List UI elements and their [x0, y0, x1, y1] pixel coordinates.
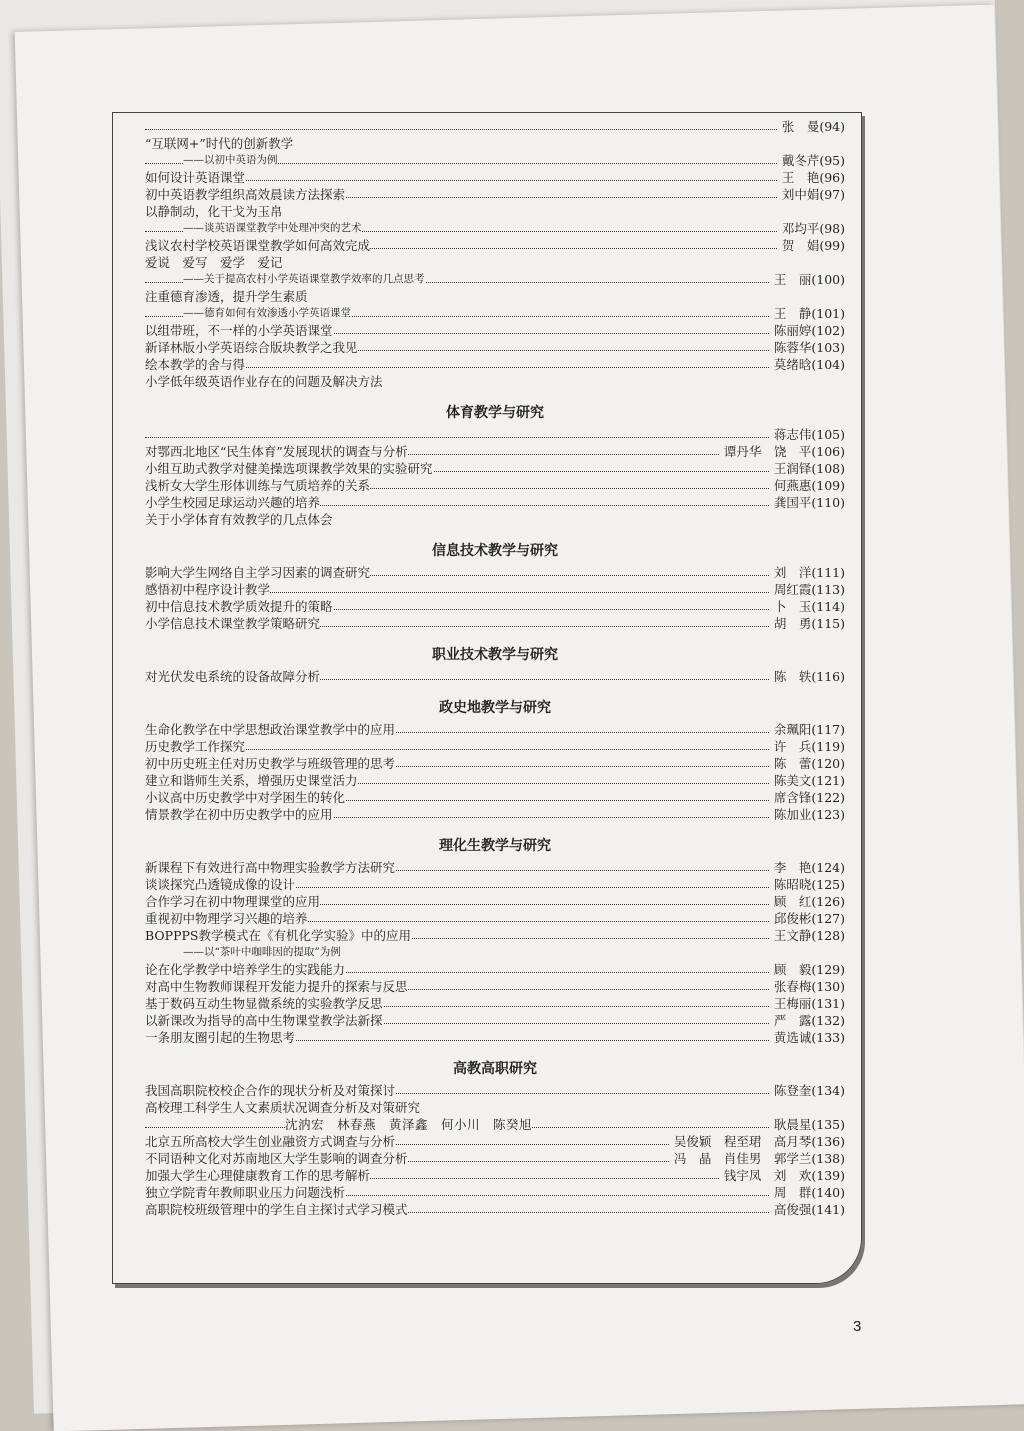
- toc-entry-title: 小议高中历史教学中对学困生的转化: [145, 790, 346, 805]
- toc-entry[interactable]: [145, 668, 845, 685]
- toc-entry-author-page: 谭丹华 饶 平(106): [720, 443, 845, 460]
- dot-leader: [145, 749, 845, 750]
- toc-entry-title: 重视初中物理学习兴趣的培养: [145, 911, 308, 926]
- toc-entry-title: 关于小学体育有效教学的几点体会: [145, 512, 333, 527]
- toc-entry-title: 小组互助式教学对健美操选项课教学效果的实验研究: [145, 461, 433, 476]
- toc-entry-title: 注重德育渗透，提升学生素质: [145, 289, 308, 304]
- toc-entry-title: 对鄂西北地区“民生体育”发展现状的调查与分析: [145, 444, 408, 459]
- toc-entry[interactable]: [145, 339, 845, 356]
- toc-entry-author-page: 余珮阳(117): [770, 721, 845, 738]
- toc-entry[interactable]: [145, 1082, 845, 1099]
- toc-entry[interactable]: [145, 598, 845, 615]
- toc-entry[interactable]: [145, 1201, 845, 1218]
- section-title: 政史地教学与研究: [439, 700, 551, 716]
- toc-entry[interactable]: [145, 237, 845, 254]
- toc-entry[interactable]: [145, 135, 845, 152]
- toc-entry-author-page: 席含锋(122): [770, 789, 845, 806]
- toc-entry-author-page: 邓均平(98): [778, 220, 845, 237]
- toc-entry[interactable]: [145, 494, 845, 511]
- toc-entry[interactable]: [145, 1133, 845, 1150]
- toc-entry-title: “互联网+”时代的创新教学: [145, 136, 294, 151]
- toc-entry[interactable]: [145, 373, 845, 390]
- toc-entry-title: 小学低年级英语作业存在的问题及解决方法: [145, 374, 383, 389]
- toc-entry-title: 合作学习在初中物理课堂的应用: [145, 894, 321, 909]
- toc-entry[interactable]: [145, 893, 845, 910]
- toc-entry[interactable]: [145, 978, 845, 995]
- toc-entry-author-page: 莫绪晗(104): [770, 356, 845, 373]
- toc-entry[interactable]: [145, 1184, 845, 1201]
- toc-entry[interactable]: [145, 1116, 845, 1133]
- toc-entry-author-page: 王 丽(100): [770, 271, 845, 288]
- toc-entry-title: 初中英语教学组织高效晨读方法探索: [145, 187, 346, 202]
- toc-entry-subtitle: ——以初中英语为例: [183, 152, 278, 169]
- toc-entry-authors: 沈汭宏 林春燕 黄泽鑫 何小川 陈癸旭: [285, 1117, 533, 1132]
- toc-entry-author-page: 陈 蕾(120): [770, 755, 845, 772]
- toc-entry[interactable]: [145, 1099, 845, 1116]
- toc-entry[interactable]: [145, 1167, 845, 1184]
- toc-entry-author-page: 许 兵(119): [770, 738, 845, 755]
- toc-entry[interactable]: [145, 443, 845, 460]
- toc-entry-author-page: 陈登奎(134): [770, 1082, 845, 1099]
- section-title: 高教高职研究: [453, 1061, 537, 1077]
- toc-entry[interactable]: [145, 254, 845, 271]
- toc-entry-title: 新译林版小学英语综合版块教学之我见: [145, 340, 358, 355]
- toc-entry[interactable]: [145, 876, 845, 893]
- toc-entry-title: 如何设计英语课堂: [145, 170, 246, 185]
- toc-entry-author-page: 卜 玉(114): [770, 598, 845, 615]
- toc-entry-author-page: 黄选诚(133): [770, 1029, 845, 1046]
- page-number: 3: [853, 1318, 862, 1335]
- toc-entry-subtitle: ——德育如何有效渗透小学英语课堂: [183, 305, 351, 322]
- toc-entry-subtitle: ——关于提高农村小学英语课堂教学效率的几点思考: [183, 271, 425, 288]
- toc-entry-title: 对高中生物教师课程开发能力提升的探索与反思: [145, 979, 408, 994]
- toc-entry[interactable]: [145, 220, 845, 237]
- toc-entry-title: 独立学院青年教师职业压力问题浅析: [145, 1185, 346, 1200]
- toc-entry[interactable]: [145, 356, 845, 373]
- toc-entry-author-page: 龚国平(110): [770, 494, 845, 511]
- toc-entry-author-page: 王 静(101): [770, 305, 845, 322]
- toc-entry-author-page: 顾 红(126): [770, 893, 845, 910]
- toc-entry-author-page: 蒋志伟(105): [770, 426, 845, 443]
- toc-entry-title: 不同语种文化对苏南地区大学生影响的调查分析: [145, 1151, 408, 1166]
- toc-entry-author-page: 张春梅(130): [770, 978, 845, 995]
- toc-entry-author-page: 周 群(140): [770, 1184, 845, 1201]
- toc-entry-title: 爱说 爱写 爱学 爱记: [145, 255, 283, 270]
- toc-entry-title: 浅析女大学生形体训练与气质培养的关系: [145, 478, 371, 493]
- section-title: 理化生教学与研究: [439, 838, 551, 854]
- toc-entry[interactable]: [145, 1029, 845, 1046]
- toc-entry[interactable]: [145, 789, 845, 806]
- toc-entry[interactable]: [145, 615, 845, 632]
- toc-entry-title: 浅议农村学校英语课堂教学如何高效完成: [145, 238, 371, 253]
- toc-entry[interactable]: [145, 426, 845, 443]
- toc-entry[interactable]: [145, 1150, 845, 1167]
- toc-entry[interactable]: [145, 772, 845, 789]
- section-title: 体育教学与研究: [446, 405, 544, 421]
- toc-entry[interactable]: [145, 944, 845, 961]
- toc-entry[interactable]: [145, 961, 845, 978]
- toc-entry[interactable]: [145, 169, 845, 186]
- toc-entry-author-page: 陈昭晓(125): [770, 876, 845, 893]
- toc-entry-title: 新课程下有效进行高中物理实验教学方法研究: [145, 860, 396, 875]
- toc-entry-title: 一条朋友圈引起的生物思考: [145, 1030, 296, 1045]
- toc-entry[interactable]: [145, 186, 845, 203]
- toc-entry-subtitle: ——以“茶叶中咖啡因的提取”为例: [183, 944, 341, 961]
- toc-entry-author-page: 高俊强(141): [770, 1201, 845, 1218]
- toc-entry[interactable]: [145, 477, 845, 494]
- toc-entry-author-page: 邱俊彬(127): [770, 910, 845, 927]
- toc-entry-author-page: 严 露(132): [770, 1012, 845, 1029]
- table-of-contents: [145, 118, 845, 1218]
- toc-entry-title: 情景教学在初中历史教学中的应用: [145, 807, 333, 822]
- toc-entry-title: 加强大学生心理健康教育工作的思考解析: [145, 1168, 371, 1183]
- toc-entry-author-page: 胡 勇(115): [770, 615, 845, 632]
- toc-entry-title: 感悟初中程序设计教学: [145, 582, 271, 597]
- toc-entry-author-page: 王梅丽(131): [770, 995, 845, 1012]
- toc-entry[interactable]: [145, 859, 845, 876]
- dot-leader: [145, 437, 845, 438]
- toc-entry-title: 建立和谐师生关系，增强历史课堂活力: [145, 773, 358, 788]
- toc-entry-title: 生命化教学在中学思想政治课堂教学中的应用: [145, 722, 396, 737]
- toc-entry[interactable]: [145, 305, 845, 322]
- section-title: 信息技术教学与研究: [432, 543, 558, 559]
- toc-entry-title: 小学生校园足球运动兴趣的培养: [145, 495, 321, 510]
- section-title: 职业技术教学与研究: [432, 647, 558, 663]
- toc-entry[interactable]: [145, 738, 845, 755]
- toc-entry-author-page: 刘 洋(111): [770, 564, 845, 581]
- toc-entry-title: 我国高职院校校企合作的现状分析及对策探讨: [145, 1083, 396, 1098]
- toc-entry-author-page: 陈 轶(116): [770, 668, 845, 685]
- toc-entry-title: 影响大学生网络自主学习因素的调查研究: [145, 565, 371, 580]
- toc-entry-author-page: 王文静(128): [770, 927, 845, 944]
- toc-entry-author-page: 钱宇凤 刘 欢(139): [720, 1167, 845, 1184]
- toc-entry[interactable]: [145, 564, 845, 581]
- toc-entry-author-page: 戴冬芹(95): [778, 152, 845, 169]
- toc-entry-subtitle: ——谈英语课堂教学中处理冲突的艺术: [183, 220, 362, 237]
- toc-entry-title: BOPPPS教学模式在《有机化学实验》中的应用: [145, 928, 411, 943]
- toc-entry[interactable]: [145, 271, 845, 288]
- toc-entry-author-page: 顾 毅(129): [770, 961, 845, 978]
- toc-entry[interactable]: [145, 1012, 845, 1029]
- toc-entry-title: 初中信息技术教学质效提升的策略: [145, 599, 333, 614]
- toc-entry-title: 以静制动，化干戈为玉帛: [145, 204, 283, 219]
- toc-entry-author-page: 李 艳(124): [770, 859, 845, 876]
- toc-entry[interactable]: [145, 927, 845, 944]
- toc-entry-author-page: 耿晨星(135): [770, 1116, 845, 1133]
- toc-entry[interactable]: [145, 152, 845, 169]
- toc-entry-author-page: 贺 娟(99): [778, 237, 845, 254]
- toc-entry-title: 谈谈探究凸透镜成像的设计: [145, 877, 296, 892]
- toc-entry-title: 初中历史班主任对历史教学与班级管理的思考: [145, 756, 396, 771]
- toc-entry-author-page: 王 艳(96): [778, 169, 845, 186]
- toc-entry[interactable]: [145, 511, 845, 528]
- toc-entry[interactable]: [145, 755, 845, 772]
- dot-leader: [145, 180, 845, 181]
- toc-entry-title: 北京五所高校大学生创业融资方式调查与分析: [145, 1134, 396, 1149]
- toc-entry-title: 历史教学工作探究: [145, 739, 246, 754]
- toc-entry-title: 论在化学教学中培养学生的实践能力: [145, 962, 346, 977]
- toc-entry[interactable]: [145, 721, 845, 738]
- toc-entry-title: 以新课改为指导的高中生物课堂教学法新探: [145, 1013, 383, 1028]
- toc-entry-title: 小学信息技术课堂教学策略研究: [145, 616, 321, 631]
- dot-leader: [145, 129, 845, 130]
- toc-entry-author-page: 陈美文(121): [770, 772, 845, 789]
- toc-entry[interactable]: [145, 203, 845, 220]
- toc-entry-title: 以组带班，不一样的小学英语课堂: [145, 323, 333, 338]
- toc-entry-author-page: 陈蓉华(103): [770, 339, 845, 356]
- toc-entry-title: 对光伏发电系统的设备故障分析: [145, 669, 321, 684]
- toc-entry[interactable]: [145, 806, 845, 823]
- toc-entry[interactable]: [145, 460, 845, 477]
- toc-entry[interactable]: [145, 288, 845, 305]
- toc-entry-author-page: 张 曼(94): [778, 118, 845, 135]
- toc-entry-author-page: 王润铎(108): [770, 460, 845, 477]
- toc-entry-author-page: 陈加业(123): [770, 806, 845, 823]
- toc-entry-author-page: 陈丽婷(102): [770, 322, 845, 339]
- toc-entry[interactable]: [145, 118, 845, 135]
- toc-entry-author-page: 周红霞(113): [770, 581, 845, 598]
- toc-entry-author-page: 冯 晶 肖佳男 郭学兰(138): [670, 1150, 845, 1167]
- toc-entry[interactable]: [145, 910, 845, 927]
- toc-entry[interactable]: [145, 322, 845, 339]
- toc-entry[interactable]: [145, 995, 845, 1012]
- toc-entry-title: 高职院校班级管理中的学生自主探讨式学习模式: [145, 1202, 408, 1217]
- toc-entry-author-page: 刘中娟(97): [778, 186, 845, 203]
- toc-entry-title: 绘本教学的舍与得: [145, 357, 246, 372]
- toc-entry[interactable]: [145, 581, 845, 598]
- toc-entry-title: 高校理工科学生人文素质状况调查分析及对策研究: [145, 1100, 421, 1115]
- toc-entry-author-page: 吴俊颖 程至珺 高月琴(136): [670, 1133, 845, 1150]
- toc-entry-author-page: 何燕惠(109): [770, 477, 845, 494]
- dot-leader: [145, 367, 845, 368]
- toc-entry-title: 基于数码互动生物显微系统的实验教学反思: [145, 996, 383, 1011]
